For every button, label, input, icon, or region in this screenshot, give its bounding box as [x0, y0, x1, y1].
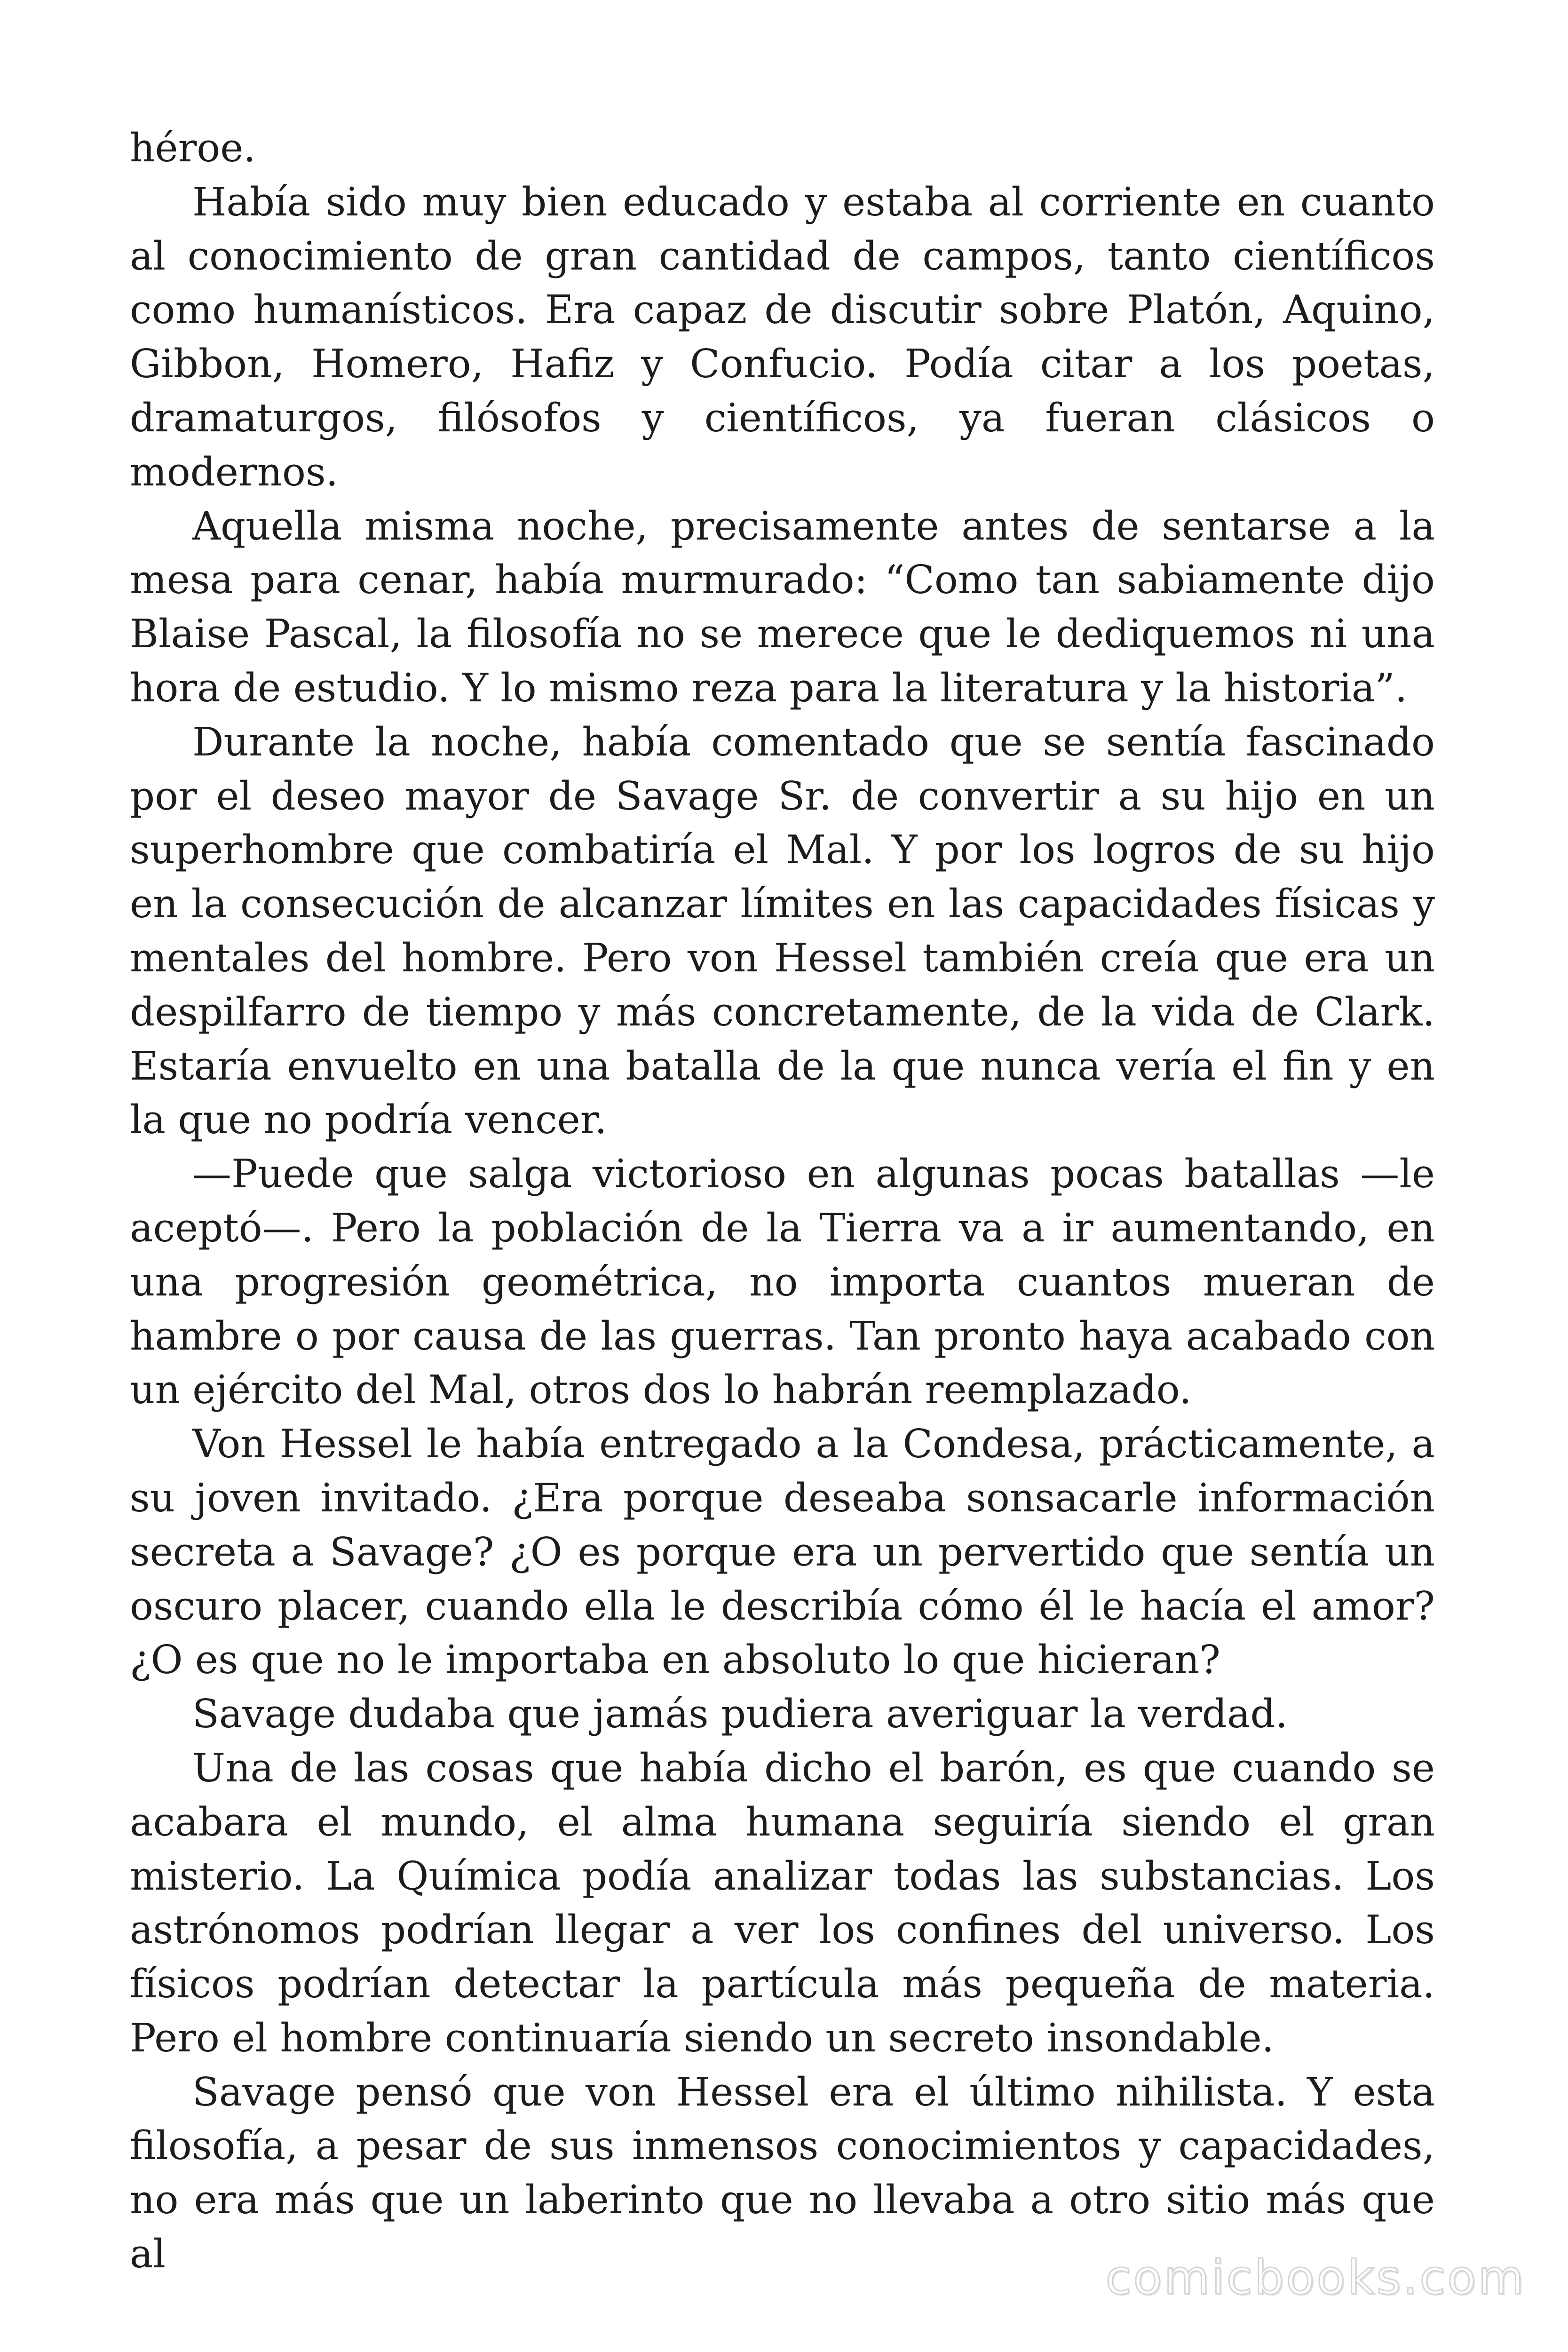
- paragraph: —Puede que salga victorioso en algunas pocas batallas —le aceptó—. Pero la población de la Tierra va a ir aumentando, en una progresión geométrica, no importa cuantos mueran de hambre o por causa de las guerras. Tan pronto haya acabado con un ejército del Mal, otros dos lo habrán reemplazado.: [130, 1151, 1435, 1413]
- page-body: [130, 121, 1435, 2281]
- paragraph: Savage dudaba que jamás pudiera averiguar la verdad.: [192, 1691, 1288, 1737]
- watermark: comicbooks.com: [1105, 2250, 1526, 2305]
- paragraph-continued: héroe.: [130, 125, 256, 171]
- paragraph: Von Hessel le había entregado a la Condesa, prácticamente, a su joven invitado. ¿Era porque deseaba sonsacarle información secreta a Savage? ¿O es porque era un pervertido que sentía un oscuro placer, cuando ella le describía cómo él le hacía el amor? ¿O es que no le importaba en absoluto lo que hicieran?: [130, 1421, 1435, 1683]
- paragraph: Aquella misma noche, precisamente antes de sentarse a la mesa para cenar, había murmurado: “Como tan sabiamente dijo Blaise Pascal, la filosofía no se merece que le dediquemos ni una hora de estudio. Y lo mismo reza para la literatura y la historia”.: [130, 503, 1435, 711]
- paragraph: Durante la noche, había comentado que se sentía fascinado por el deseo mayor de Savage Sr. de convertir a su hijo en un superhombre que combatiría el Mal. Y por los logros de su hijo en la consecución de alcanzar límites en las capacidades físicas y mentales del hombre. Pero von Hessel también creía que era un despilfarro de tiempo y más concretamente, de la vida de Clark. Estaría envuelto en una batalla de la que nunca vería el fin y en la que no podría vencer.: [130, 719, 1435, 1143]
- paragraph: Savage pensó que von Hessel era el último nihilista. Y esta filosofía, a pesar de sus inmensos conocimientos y capacidades, no era más que un laberinto que no llevaba a otro sitio más que al: [130, 2069, 1435, 2277]
- paragraph: Una de las cosas que había dicho el barón, es que cuando se acabara el mundo, el alma humana seguiría siendo el gran misterio. La Química podía analizar todas las substancias. Los astrónomos podrían llegar a ver los confines del universo. Los físicos podrían detectar la partícula más pequeña de materia. Pero el hombre continuaría siendo un secreto insondable.: [130, 1745, 1435, 2061]
- paragraph: Había sido muy bien educado y estaba al corriente en cuanto al conocimiento de gran cantidad de campos, tanto científicos como humanísticos. Era capaz de discutir sobre Platón, Aquino, Gibbon, Homero, Hafiz y Confucio. Podía citar a los poetas, dramaturgos, filósofos y científicos, ya fueran clásicos o modernos.: [130, 179, 1435, 495]
